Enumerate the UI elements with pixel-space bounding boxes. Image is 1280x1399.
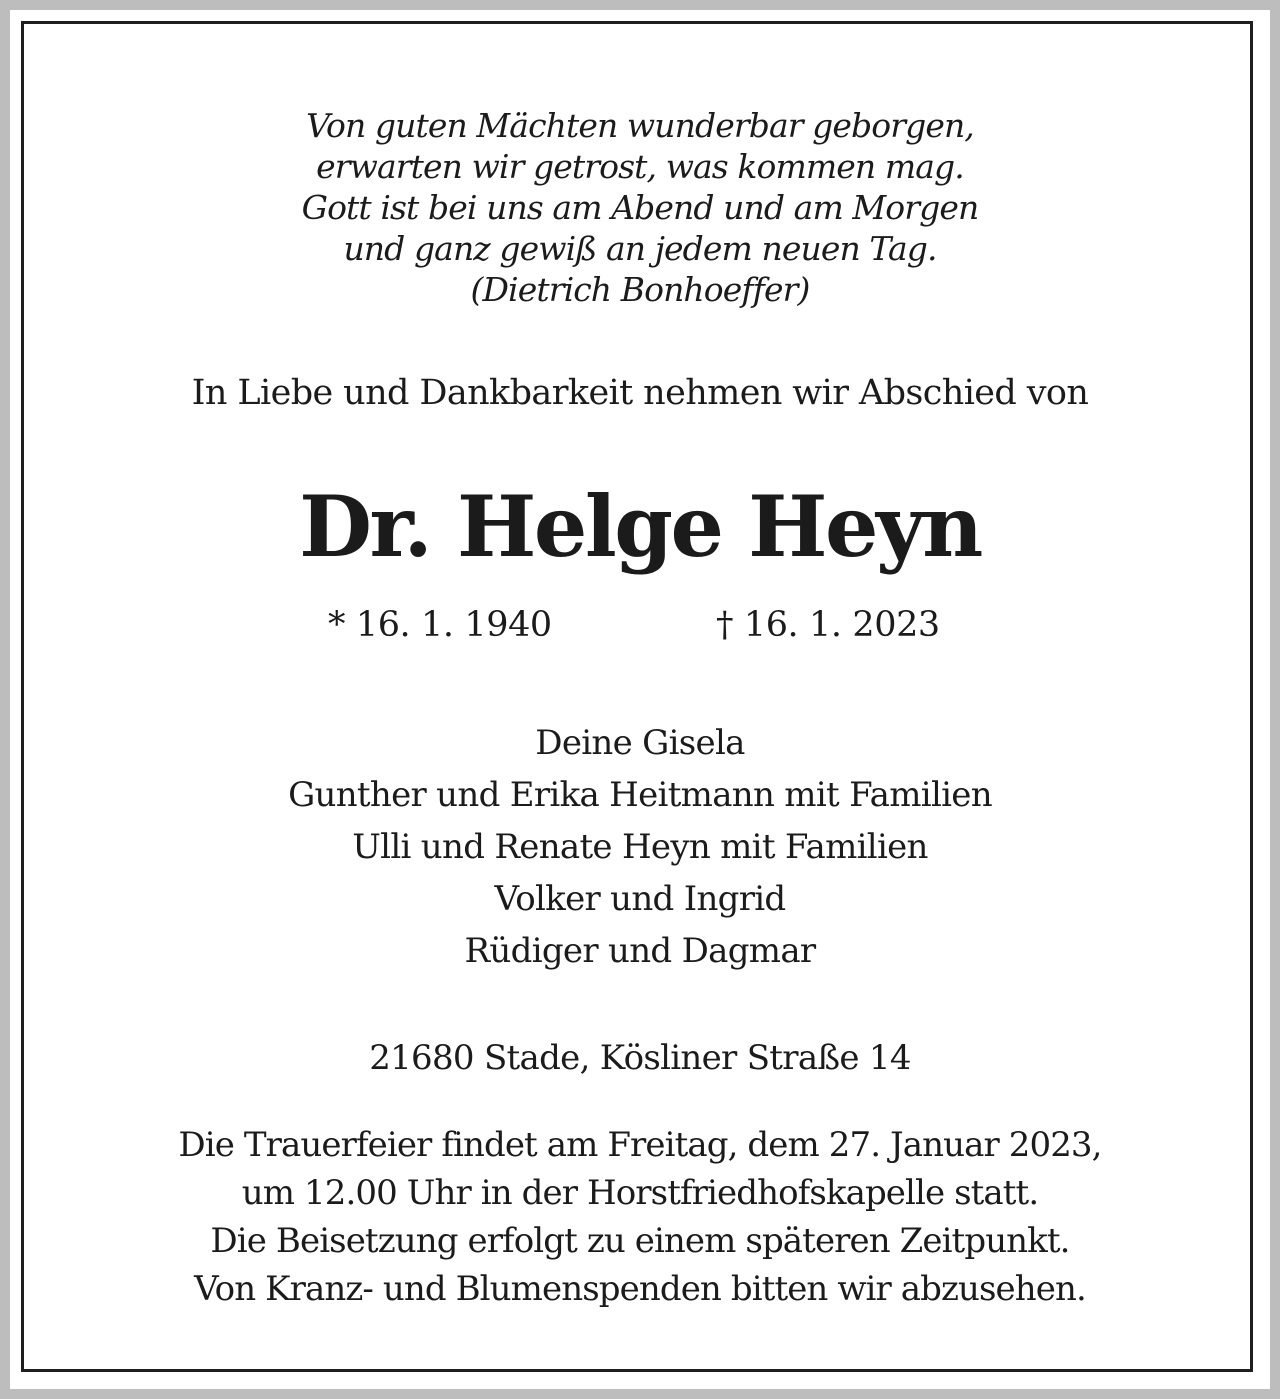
- mourner-line: Ulli und Renate Heyn mit Familien: [352, 827, 928, 867]
- birth-date: * 16. 1. 1940: [328, 605, 552, 645]
- address: 21680 Stade, Kösliner Straße 14: [369, 1038, 911, 1078]
- intro-text: In Liebe und Dankbarkeit nehmen wir Abschied von: [191, 373, 1089, 413]
- obituary-notice: [10, 10, 1270, 1389]
- death-date: † 16. 1. 2023: [716, 605, 940, 645]
- notice-line: Von Kranz- und Blumenspenden bitten wir abzusehen.: [194, 1269, 1086, 1309]
- notice-line: Die Trauerfeier findet am Freitag, dem 27. Januar 2023,: [178, 1125, 1102, 1165]
- mourner-line: Deine Gisela: [535, 723, 745, 763]
- quote-author: (Dietrich Bonhoeffer): [470, 270, 810, 309]
- quote-line: und ganz gewiß an jedem neuen Tag.: [343, 229, 937, 268]
- notice-line: Die Beisetzung erfolgt zu einem späteren Zeitpunkt.: [210, 1221, 1070, 1261]
- notice-line: um 12.00 Uhr in der Horstfriedhofskapelle statt.: [241, 1173, 1039, 1213]
- quote-line: erwarten wir getrost, was kommen mag.: [316, 147, 964, 186]
- mourner-line: Rüdiger und Dagmar: [464, 931, 816, 971]
- quote-line: Von guten Mächten wunderbar geborgen,: [306, 106, 974, 145]
- mourner-line: Gunther und Erika Heitmann mit Familien: [288, 775, 992, 815]
- deceased-name: Dr. Helge Heyn: [299, 477, 981, 576]
- quote-line: Gott ist bei uns am Abend und am Morgen: [301, 188, 979, 227]
- mourner-line: Volker und Ingrid: [494, 879, 786, 919]
